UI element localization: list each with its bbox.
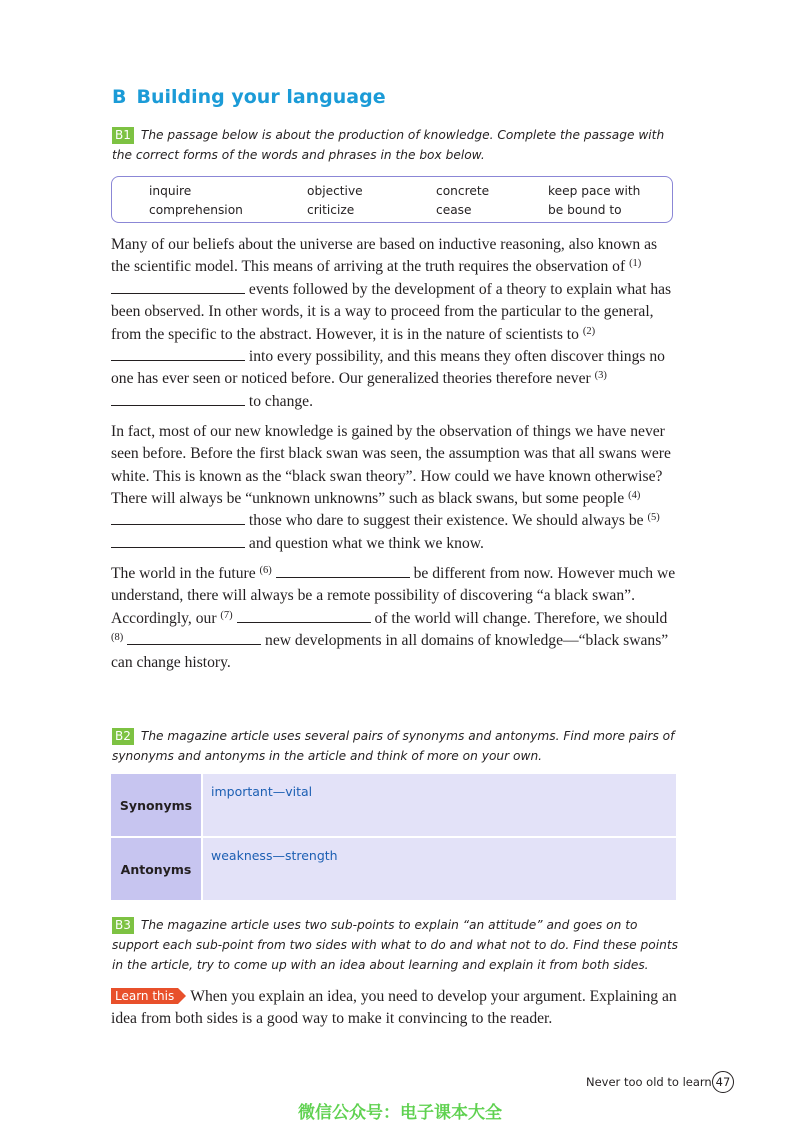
- passage-text: be different from now. However much we understand, there will always be a remote possibility of discovering “a black swan”. Accordingly, our: [111, 564, 676, 627]
- row-label-antonyms: Antonyms: [111, 837, 202, 901]
- section-heading: [112, 86, 386, 108]
- blank-7[interactable]: [237, 608, 371, 623]
- word-box: [111, 176, 673, 223]
- passage-text: into every possibility, and this means they often discover things no one has ever seen or noticed before. Our generalized theories therefore never: [111, 348, 665, 388]
- table-row: [111, 774, 676, 837]
- blank-2[interactable]: [111, 346, 245, 361]
- passage-text: to change.: [245, 392, 313, 410]
- word-item: inquire: [149, 184, 192, 198]
- b1-badge: B1: [112, 127, 134, 144]
- passage-text: new developments in all domains of knowledge—“black swans” can change history.: [111, 631, 669, 672]
- table-row: [111, 837, 676, 901]
- blank-8[interactable]: [127, 630, 261, 645]
- section-title: Building your language: [136, 86, 386, 108]
- word-item: cease: [436, 203, 472, 217]
- passage-text: The world in the future: [111, 564, 260, 582]
- word-item: keep pace with: [548, 184, 641, 198]
- word-item: concrete: [436, 184, 490, 198]
- synonyms-antonyms-table: [111, 774, 676, 902]
- blank-6[interactable]: [276, 563, 410, 578]
- passage-text: In fact, most of our new knowledge is gained by the observation of things we have never seen before. Before the first black swan was seen, the assumption was that all swans were white. This is known as the “black swan theory”. How could we have known otherwise? There will always be “unknown unknowns” such as black swans, but some people: [111, 422, 671, 507]
- passage-text: of the world will change. Therefore, we should: [370, 609, 668, 627]
- blank-number: (2): [582, 325, 596, 337]
- word-item: be bound to: [548, 203, 622, 217]
- watermark: 微信公众号：电子课本大全: [298, 1103, 502, 1123]
- passage-text: and question what we think we know.: [245, 534, 484, 552]
- section-letter: B: [112, 86, 127, 108]
- word-item: criticize: [307, 203, 355, 217]
- b2-badge: B2: [112, 728, 134, 745]
- blank-number: (4): [628, 489, 641, 501]
- b1-instruction-text: The passage below is about the production of knowledge. Complete the passage with the correct forms of the words and phrases in the box below.: [112, 128, 665, 162]
- passage-paragraph-2: [111, 421, 677, 555]
- blank-number: (8): [111, 631, 124, 643]
- blank-number: (3): [594, 370, 607, 382]
- b1-instruction: [112, 125, 682, 165]
- passage-text: those who dare to suggest their existence. We should always be: [245, 512, 648, 530]
- synonyms-answer-cell[interactable]: important—vital: [202, 774, 676, 837]
- blank-3[interactable]: [111, 391, 245, 406]
- word-item: objective: [307, 184, 363, 198]
- b3-instruction: [112, 915, 682, 975]
- blank-number: (6): [259, 564, 272, 576]
- blank-number: (7): [220, 609, 233, 621]
- blank-5[interactable]: [111, 533, 245, 548]
- learn-this-tag: Learn this: [111, 988, 178, 1004]
- blank-1[interactable]: [111, 279, 245, 294]
- row-label-synonyms: Synonyms: [111, 774, 202, 837]
- passage-text: Many of our beliefs about the universe are based on inductive reasoning, also known as the scientific model. This means of arriving at the truth requires the observation of: [111, 236, 658, 276]
- word-item: comprehension: [149, 203, 243, 217]
- antonyms-answer-cell[interactable]: weakness—strength: [202, 837, 676, 901]
- passage-paragraph-1: [111, 234, 677, 413]
- learn-this-text: When you explain an idea, you need to develop your argument. Explaining an idea from both sides is a good way to make it convincing to the reader.: [111, 988, 677, 1028]
- blank-4[interactable]: [111, 510, 245, 525]
- b2-instruction-text: The magazine article uses several pairs of synonyms and antonyms. Find more pairs of synonyms and antonyms in the article and think of more on your own.: [112, 729, 675, 763]
- b3-instruction-text: The magazine article uses two sub-points to explain “an attitude” and goes on to support each sub-point from two sides with what to do and what not to do. Find these points in the article, try to come up with an idea about learning and explain it from both sides.: [112, 918, 678, 972]
- passage-text: events followed by the development of a theory to explain what has been observed. In other words, it is a way to proceed from the particular to the general, from the specific to the abstract. However, it is in the nature of scientists to: [111, 280, 672, 343]
- blank-number: (5): [647, 512, 660, 524]
- blank-number: (1): [629, 258, 642, 270]
- footer-unit-title: Never too old to learn: [586, 1075, 712, 1089]
- passage-paragraph-3: [111, 563, 677, 675]
- learn-this-box: [111, 986, 677, 1031]
- cloze-passage: [111, 234, 677, 682]
- b3-badge: B3: [112, 917, 134, 934]
- page-number: 47: [712, 1071, 734, 1093]
- b2-instruction: [112, 726, 682, 766]
